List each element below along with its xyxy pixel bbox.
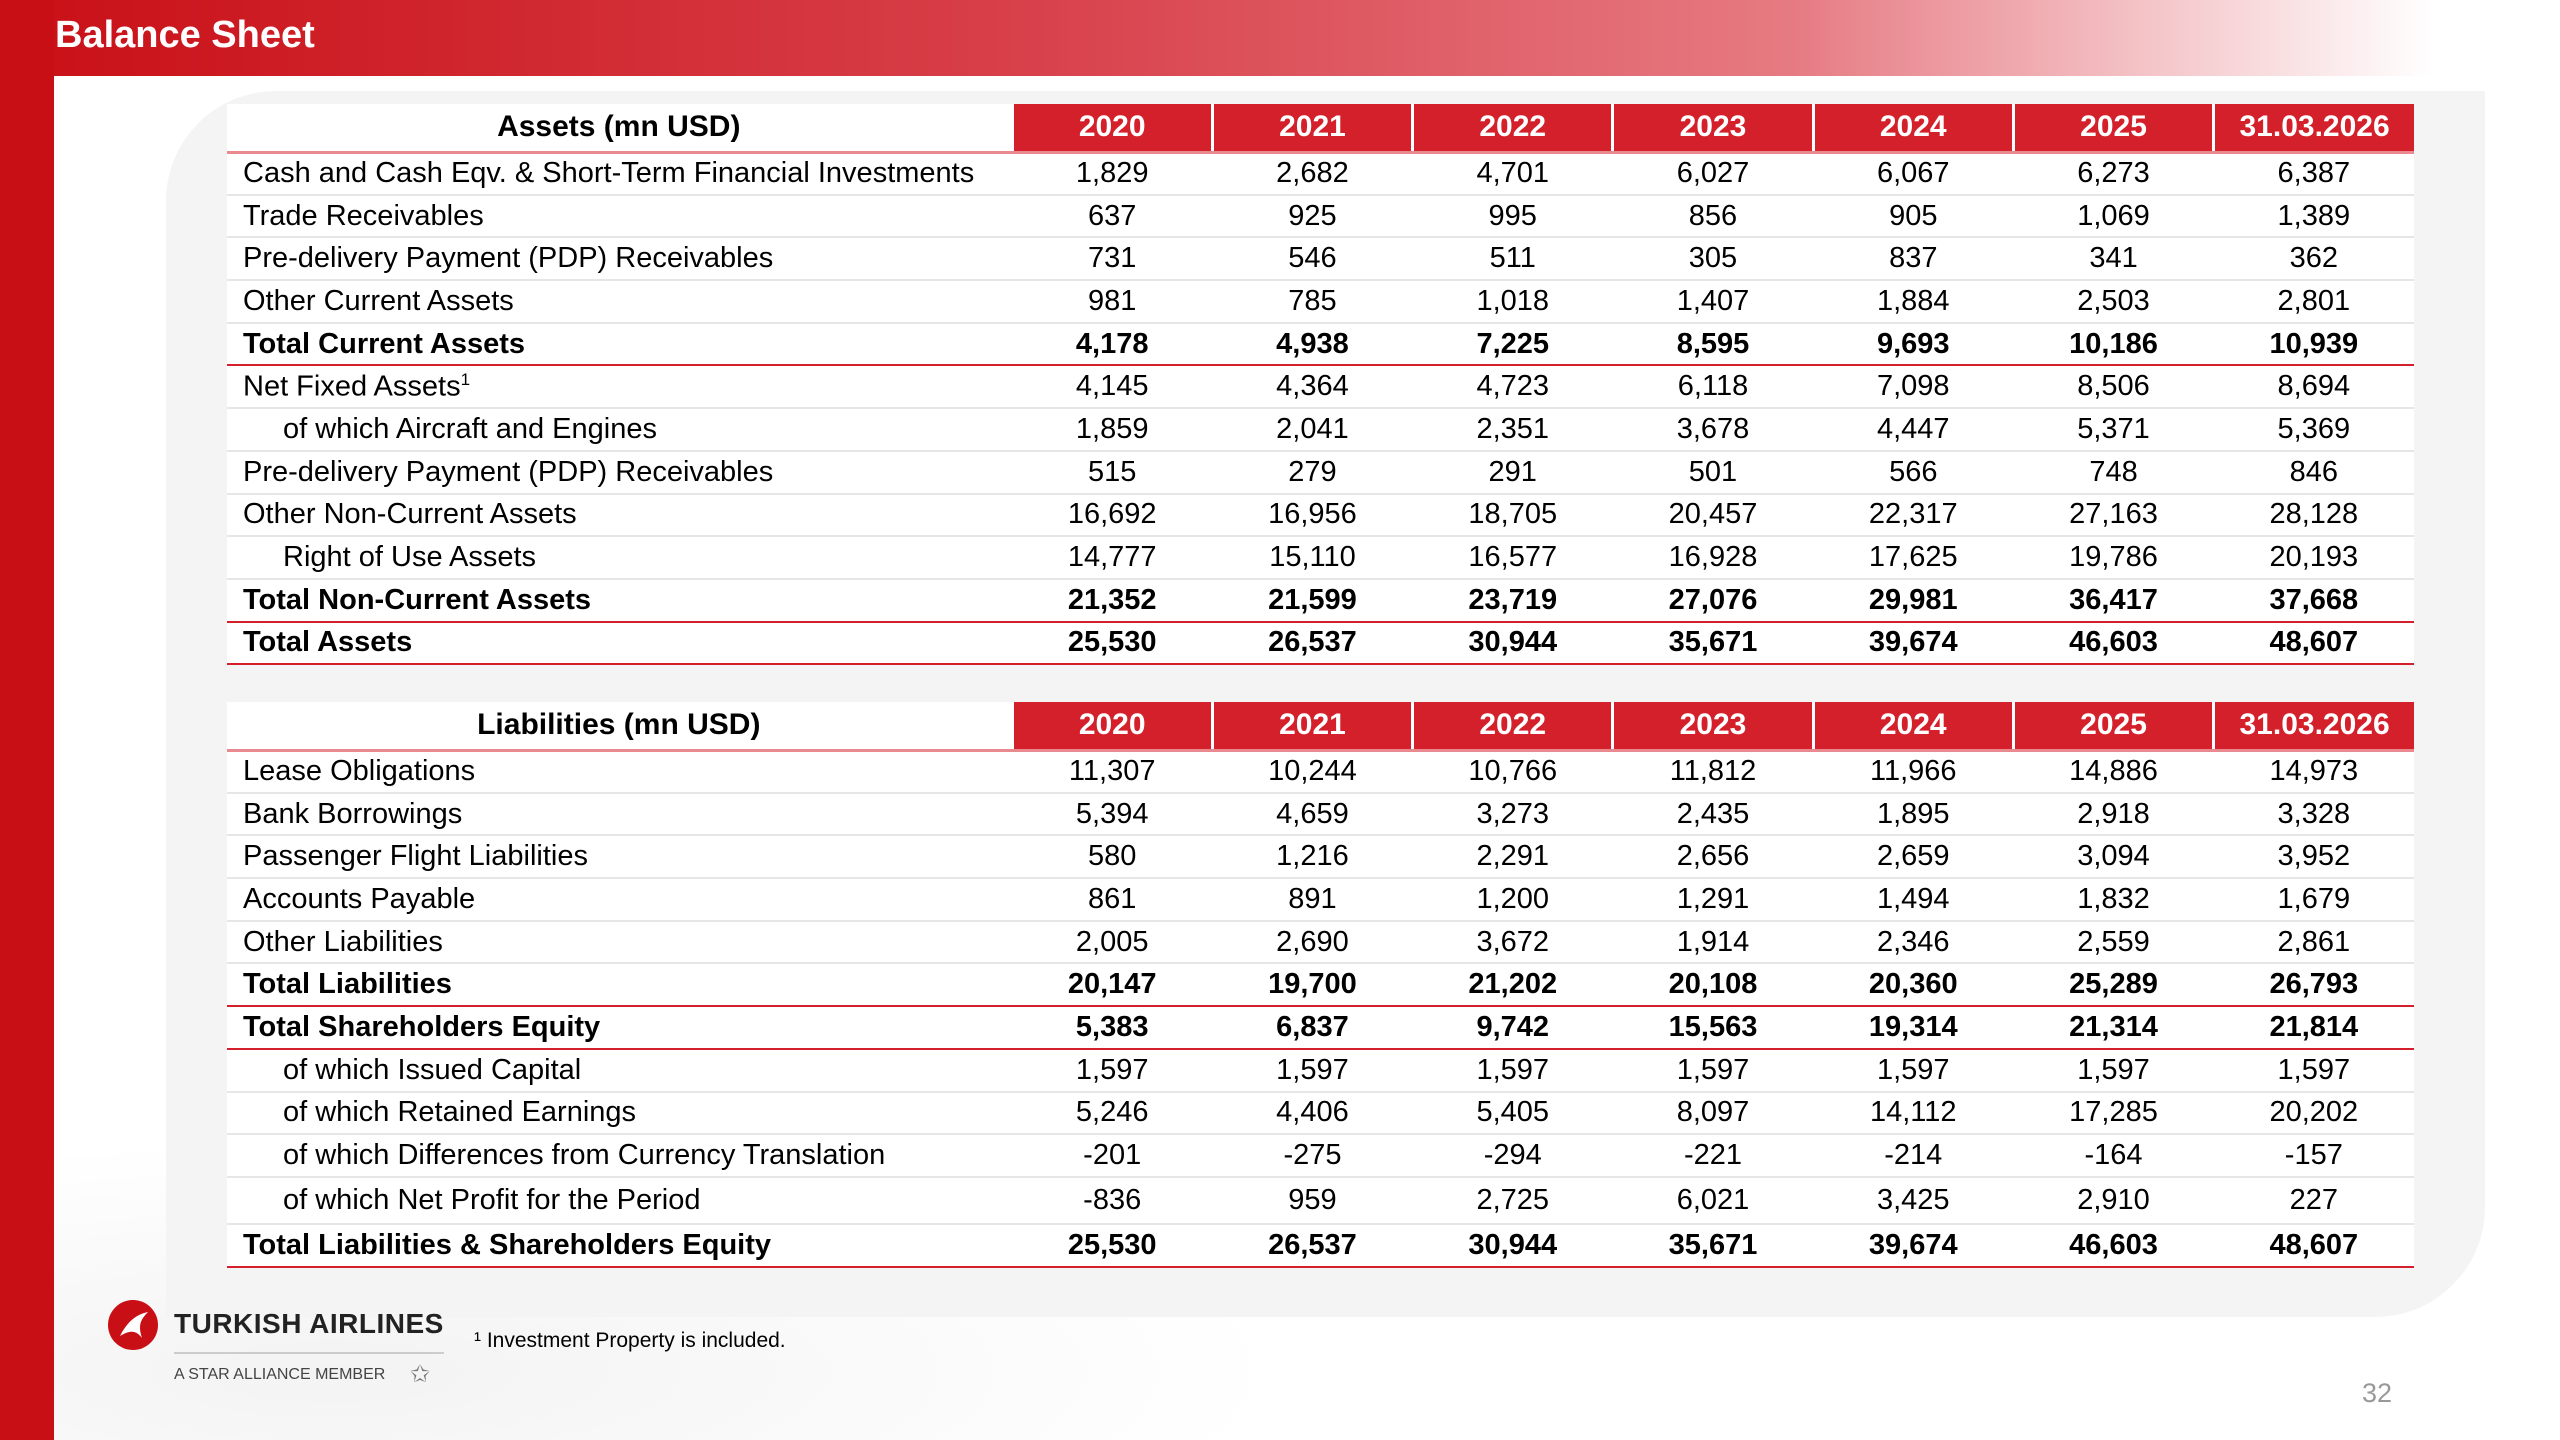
- cell-2020: 1,859: [1012, 408, 1212, 451]
- cell-2020: 4,178: [1012, 323, 1212, 366]
- cell-2025: 3,094: [2013, 835, 2213, 878]
- row-label-text: Pre-delivery Payment (PDP) Receivables: [243, 242, 774, 275]
- cell-2022: 2,725: [1413, 1177, 1613, 1224]
- row-label: [227, 1092, 1012, 1135]
- cell-2021: 279: [1212, 451, 1412, 494]
- row-label: [227, 536, 1012, 579]
- cell-2025: 10,186: [2013, 323, 2213, 366]
- table-row: [227, 1049, 2414, 1092]
- cell-31.03.2026: -157: [2214, 1134, 2414, 1177]
- cell-2025: 2,503: [2013, 280, 2213, 323]
- cell-2025: -164: [2013, 1134, 2213, 1177]
- crane-logo-icon: [108, 1300, 158, 1350]
- cell-2022: -294: [1413, 1134, 1613, 1177]
- header-row: [227, 104, 2414, 152]
- total-row: [227, 963, 2414, 1006]
- total-row: [227, 1006, 2414, 1049]
- cell-2024: 14,112: [1813, 1092, 2013, 1135]
- column-header-2022: 2022: [1413, 702, 1613, 750]
- total-row: [227, 323, 2414, 366]
- cell-2023: 2,656: [1613, 835, 1813, 878]
- cell-2020: 25,530: [1012, 622, 1212, 665]
- cell-2021: 891: [1212, 878, 1412, 921]
- cell-2024: 3,425: [1813, 1177, 2013, 1224]
- cell-2023: 305: [1613, 237, 1813, 280]
- cell-2021: 10,244: [1212, 750, 1412, 793]
- row-label-text: Other Liabilities: [243, 925, 443, 958]
- cell-2022: 16,577: [1413, 536, 1613, 579]
- cell-2025: 27,163: [2013, 494, 2213, 537]
- row-label-text: Pre-delivery Payment (PDP) Receivables: [243, 455, 774, 488]
- cell-2023: 6,027: [1613, 152, 1813, 195]
- cell-2021: 2,041: [1212, 408, 1412, 451]
- cell-2021: 6,837: [1212, 1006, 1412, 1049]
- cell-2021: 26,537: [1212, 1224, 1412, 1267]
- row-label-text: Lease Obligations: [243, 755, 476, 788]
- cell-2022: 4,701: [1413, 152, 1613, 195]
- row-label: [227, 1006, 1012, 1049]
- cell-2022: 291: [1413, 451, 1613, 494]
- row-label-text: of which Aircraft and Engines: [283, 412, 657, 445]
- cell-2022: 7,225: [1413, 323, 1613, 366]
- cell-2020: 11,307: [1012, 750, 1212, 793]
- cell-2025: 14,886: [2013, 750, 2213, 793]
- table-row: [227, 494, 2414, 537]
- cell-2021: 546: [1212, 237, 1412, 280]
- column-header-2022: 2022: [1413, 104, 1613, 152]
- cell-2022: 1,200: [1413, 878, 1613, 921]
- column-header-2021: 2021: [1212, 702, 1412, 750]
- cell-2020: 1,829: [1012, 152, 1212, 195]
- cell-2024: 19,314: [1813, 1006, 2013, 1049]
- cell-31.03.2026: 26,793: [2214, 963, 2414, 1006]
- cell-2025: 21,314: [2013, 1006, 2213, 1049]
- cell-31.03.2026: 2,801: [2214, 280, 2414, 323]
- row-label: [227, 1134, 1012, 1177]
- cell-31.03.2026: 362: [2214, 237, 2414, 280]
- cell-2024: -214: [1813, 1134, 2013, 1177]
- table-row: [227, 835, 2414, 878]
- cell-2023: 1,291: [1613, 878, 1813, 921]
- section-header: Liabilities (mn USD): [227, 702, 1012, 750]
- table-row: [227, 408, 2414, 451]
- row-label: [227, 323, 1012, 366]
- row-label: [227, 878, 1012, 921]
- cell-2021: 2,682: [1212, 152, 1412, 195]
- cell-2021: 16,956: [1212, 494, 1412, 537]
- cell-2020: 981: [1012, 280, 1212, 323]
- cell-2024: 4,447: [1813, 408, 2013, 451]
- star-alliance-icon: ✩: [410, 1361, 431, 1388]
- cell-2024: 2,346: [1813, 921, 2013, 964]
- row-label: [227, 408, 1012, 451]
- cell-2025: 17,285: [2013, 1092, 2213, 1135]
- footnote-marker: 1: [460, 369, 471, 389]
- cell-31.03.2026: 21,814: [2214, 1006, 2414, 1049]
- table-row: [227, 152, 2414, 195]
- cell-2024: 7,098: [1813, 365, 2013, 408]
- cell-2024: 11,966: [1813, 750, 2013, 793]
- row-label: [227, 195, 1012, 238]
- cell-2024: 1,895: [1813, 793, 2013, 836]
- cell-2025: 748: [2013, 451, 2213, 494]
- cell-31.03.2026: 1,597: [2214, 1049, 2414, 1092]
- cell-2020: 16,692: [1012, 494, 1212, 537]
- cell-2022: 23,719: [1413, 579, 1613, 622]
- cell-2023: 6,021: [1613, 1177, 1813, 1224]
- cell-2023: 35,671: [1613, 622, 1813, 665]
- cell-31.03.2026: 37,668: [2214, 579, 2414, 622]
- row-label-text: Passenger Flight Liabilities: [243, 840, 588, 873]
- table-row: [227, 280, 2414, 323]
- row-label: [227, 494, 1012, 537]
- cell-2021: -275: [1212, 1134, 1412, 1177]
- cell-2021: 2,690: [1212, 921, 1412, 964]
- cell-2022: 10,766: [1413, 750, 1613, 793]
- row-label: [227, 237, 1012, 280]
- cell-2023: -221: [1613, 1134, 1813, 1177]
- cell-2023: 20,457: [1613, 494, 1813, 537]
- cell-2020: 515: [1012, 451, 1212, 494]
- assets-table: [227, 104, 2414, 665]
- cell-31.03.2026: 14,973: [2214, 750, 2414, 793]
- row-label-text: Trade Receivables: [243, 199, 484, 232]
- cell-2022: 1,597: [1413, 1049, 1613, 1092]
- row-label: [227, 1224, 1012, 1267]
- cell-2021: 19,700: [1212, 963, 1412, 1006]
- cell-2023: 1,914: [1613, 921, 1813, 964]
- cell-2023: 16,928: [1613, 536, 1813, 579]
- cell-31.03.2026: 20,202: [2214, 1092, 2414, 1135]
- cell-31.03.2026: 6,387: [2214, 152, 2414, 195]
- cell-2021: 4,406: [1212, 1092, 1412, 1135]
- cell-2021: 15,110: [1212, 536, 1412, 579]
- row-label: [227, 793, 1012, 836]
- row-label-text: Bank Borrowings: [243, 797, 463, 830]
- page-number: 32: [2362, 1378, 2393, 1408]
- cell-2022: 4,723: [1413, 365, 1613, 408]
- row-label: [227, 451, 1012, 494]
- cell-2023: 8,097: [1613, 1092, 1813, 1135]
- column-header-31.03.2026: 31.03.2026: [2214, 104, 2414, 152]
- cell-2023: 35,671: [1613, 1224, 1813, 1267]
- total-row: [227, 579, 2414, 622]
- cell-2021: 959: [1212, 1177, 1412, 1224]
- cell-2025: 25,289: [2013, 963, 2213, 1006]
- table-row: [227, 451, 2414, 494]
- cell-2022: 30,944: [1413, 1224, 1613, 1267]
- cell-2024: 39,674: [1813, 622, 2013, 665]
- cell-2021: 4,938: [1212, 323, 1412, 366]
- cell-2021: 785: [1212, 280, 1412, 323]
- cell-2022: 2,351: [1413, 408, 1613, 451]
- left-accent-bar: [0, 0, 54, 1440]
- cell-2020: 5,246: [1012, 1092, 1212, 1135]
- cell-2024: 905: [1813, 195, 2013, 238]
- logo-tagline: A STAR ALLIANCE MEMBER: [174, 1366, 386, 1383]
- cell-2024: 22,317: [1813, 494, 2013, 537]
- cell-2023: 1,597: [1613, 1049, 1813, 1092]
- cell-2022: 1,018: [1413, 280, 1613, 323]
- table-row: [227, 365, 2414, 408]
- cell-2021: 4,659: [1212, 793, 1412, 836]
- cell-2023: 2,435: [1613, 793, 1813, 836]
- row-label: [227, 963, 1012, 1006]
- cell-31.03.2026: 5,369: [2214, 408, 2414, 451]
- column-header-2023: 2023: [1613, 702, 1813, 750]
- row-label: [227, 622, 1012, 665]
- cell-2024: 9,693: [1813, 323, 2013, 366]
- cell-2022: 18,705: [1413, 494, 1613, 537]
- cell-2023: 1,407: [1613, 280, 1813, 323]
- cell-2023: 15,563: [1613, 1006, 1813, 1049]
- cell-2022: 3,273: [1413, 793, 1613, 836]
- cell-2022: 3,672: [1413, 921, 1613, 964]
- cell-2024: 17,625: [1813, 536, 2013, 579]
- row-label-text: Right of Use Assets: [283, 541, 537, 574]
- cell-2020: 861: [1012, 878, 1212, 921]
- cell-2023: 856: [1613, 195, 1813, 238]
- cell-31.03.2026: 48,607: [2214, 622, 2414, 665]
- row-label-text: Total Shareholders Equity: [243, 1010, 601, 1043]
- cell-2025: 2,910: [2013, 1177, 2213, 1224]
- row-label-text: Total Non-Current Assets: [243, 583, 592, 616]
- cell-2025: 2,918: [2013, 793, 2213, 836]
- row-label-text: of which Issued Capital: [283, 1053, 582, 1086]
- table-row: [227, 1092, 2414, 1135]
- cell-2020: -836: [1012, 1177, 1212, 1224]
- cell-2021: 26,537: [1212, 622, 1412, 665]
- cell-2024: 39,674: [1813, 1224, 2013, 1267]
- cell-31.03.2026: 28,128: [2214, 494, 2414, 537]
- cell-31.03.2026: 2,861: [2214, 921, 2414, 964]
- row-label: [227, 1049, 1012, 1092]
- cell-31.03.2026: 8,694: [2214, 365, 2414, 408]
- cell-2020: 20,147: [1012, 963, 1212, 1006]
- row-label: [227, 1177, 1012, 1224]
- row-label: [227, 152, 1012, 195]
- cell-31.03.2026: 1,679: [2214, 878, 2414, 921]
- cell-2021: 925: [1212, 195, 1412, 238]
- cell-2020: -201: [1012, 1134, 1212, 1177]
- table-row: [227, 195, 2414, 238]
- cell-2021: 4,364: [1212, 365, 1412, 408]
- cell-2022: 9,742: [1413, 1006, 1613, 1049]
- cell-2023: 6,118: [1613, 365, 1813, 408]
- section-header: Assets (mn USD): [227, 104, 1012, 152]
- cell-2025: 1,832: [2013, 878, 2213, 921]
- table-row: [227, 536, 2414, 579]
- cell-2024: 29,981: [1813, 579, 2013, 622]
- cell-2025: 46,603: [2013, 622, 2213, 665]
- cell-2020: 1,597: [1012, 1049, 1212, 1092]
- cell-2020: 14,777: [1012, 536, 1212, 579]
- row-label-text: Total Liabilities & Shareholders Equity: [243, 1228, 772, 1261]
- cell-2023: 27,076: [1613, 579, 1813, 622]
- logo-name: TURKISH AIRLINES: [174, 1308, 444, 1339]
- cell-2025: 341: [2013, 237, 2213, 280]
- row-label: [227, 365, 1012, 408]
- cell-2022: 511: [1413, 237, 1613, 280]
- cell-2020: 2,005: [1012, 921, 1212, 964]
- header-row: [227, 702, 2414, 750]
- cell-2024: 20,360: [1813, 963, 2013, 1006]
- cell-2025: 46,603: [2013, 1224, 2213, 1267]
- table-row: [227, 1177, 2414, 1224]
- row-label-text: Other Current Assets: [243, 284, 514, 317]
- total-row: [227, 1224, 2414, 1267]
- cell-2024: 566: [1813, 451, 2013, 494]
- cell-2025: 8,506: [2013, 365, 2213, 408]
- table-row: [227, 1134, 2414, 1177]
- liabilities-table: [227, 702, 2414, 1268]
- row-label-text: Net Fixed Assets: [243, 370, 461, 403]
- column-header-2020: 2020: [1012, 104, 1212, 152]
- cell-31.03.2026: 10,939: [2214, 323, 2414, 366]
- column-header-2024: 2024: [1813, 104, 2013, 152]
- cell-2024: 1,494: [1813, 878, 2013, 921]
- logo-divider: [174, 1352, 444, 1354]
- cell-2023: 20,108: [1613, 963, 1813, 1006]
- cell-31.03.2026: 3,952: [2214, 835, 2414, 878]
- page-title: Balance Sheet: [55, 14, 315, 56]
- cell-2020: 580: [1012, 835, 1212, 878]
- cell-2025: 36,417: [2013, 579, 2213, 622]
- row-label: [227, 921, 1012, 964]
- row-label-text: of which Net Profit for the Period: [283, 1183, 701, 1216]
- row-label: [227, 750, 1012, 793]
- row-label-text: Total Assets: [243, 626, 413, 659]
- cell-2024: 1,597: [1813, 1049, 2013, 1092]
- column-header-2021: 2021: [1212, 104, 1412, 152]
- column-header-2025: 2025: [2013, 702, 2213, 750]
- cell-2025: 2,559: [2013, 921, 2213, 964]
- column-header-31.03.2026: 31.03.2026: [2214, 702, 2414, 750]
- row-label-text: Total Liabilities: [243, 968, 452, 1001]
- cell-2020: 731: [1012, 237, 1212, 280]
- cell-2024: 2,659: [1813, 835, 2013, 878]
- cell-2020: 5,394: [1012, 793, 1212, 836]
- cell-2024: 6,067: [1813, 152, 2013, 195]
- cell-2023: 8,595: [1613, 323, 1813, 366]
- cell-2022: 995: [1413, 195, 1613, 238]
- table-row: [227, 750, 2414, 793]
- cell-2020: 21,352: [1012, 579, 1212, 622]
- cell-2020: 25,530: [1012, 1224, 1212, 1267]
- table-row: [227, 878, 2414, 921]
- cell-2025: 19,786: [2013, 536, 2213, 579]
- cell-2025: 6,273: [2013, 152, 2213, 195]
- row-label-text: Other Non-Current Assets: [243, 498, 577, 531]
- row-label: [227, 835, 1012, 878]
- title-banner: [0, 0, 2560, 76]
- cell-31.03.2026: 48,607: [2214, 1224, 2414, 1267]
- row-label-text: Total Current Assets: [243, 327, 525, 360]
- row-label: [227, 280, 1012, 323]
- row-label-text: of which Retained Earnings: [283, 1096, 637, 1129]
- column-header-2020: 2020: [1012, 702, 1212, 750]
- cell-2025: 1,069: [2013, 195, 2213, 238]
- column-header-2024: 2024: [1813, 702, 2013, 750]
- cell-2020: 4,145: [1012, 365, 1212, 408]
- cell-2021: 1,216: [1212, 835, 1412, 878]
- cell-2022: 5,405: [1413, 1092, 1613, 1135]
- table-row: [227, 921, 2414, 964]
- column-header-2023: 2023: [1613, 104, 1813, 152]
- cell-31.03.2026: 227: [2214, 1177, 2414, 1224]
- cell-31.03.2026: 846: [2214, 451, 2414, 494]
- cell-2025: 5,371: [2013, 408, 2213, 451]
- cell-2025: 1,597: [2013, 1049, 2213, 1092]
- cell-2023: 11,812: [1613, 750, 1813, 793]
- cell-2020: 637: [1012, 195, 1212, 238]
- row-label-text: Accounts Payable: [243, 882, 476, 915]
- column-header-2025: 2025: [2013, 104, 2213, 152]
- row-label: [227, 579, 1012, 622]
- row-label-text: of which Differences from Currency Translation: [283, 1139, 886, 1172]
- row-label-text: Cash and Cash Eqv. & Short-Term Financial Investments: [243, 157, 975, 190]
- cell-2021: 21,599: [1212, 579, 1412, 622]
- cell-2023: 501: [1613, 451, 1813, 494]
- cell-2020: 5,383: [1012, 1006, 1212, 1049]
- total-row: [227, 622, 2414, 665]
- cell-2022: 21,202: [1413, 963, 1613, 1006]
- cell-2022: 2,291: [1413, 835, 1613, 878]
- cell-2024: 837: [1813, 237, 2013, 280]
- cell-31.03.2026: 3,328: [2214, 793, 2414, 836]
- cell-2021: 1,597: [1212, 1049, 1412, 1092]
- cell-2024: 1,884: [1813, 280, 2013, 323]
- cell-2022: 30,944: [1413, 622, 1613, 665]
- cell-2023: 3,678: [1613, 408, 1813, 451]
- footnote: ¹ Investment Property is included.: [474, 1329, 786, 1352]
- table-row: [227, 237, 2414, 280]
- cell-31.03.2026: 1,389: [2214, 195, 2414, 238]
- table-row: [227, 793, 2414, 836]
- cell-31.03.2026: 20,193: [2214, 536, 2414, 579]
